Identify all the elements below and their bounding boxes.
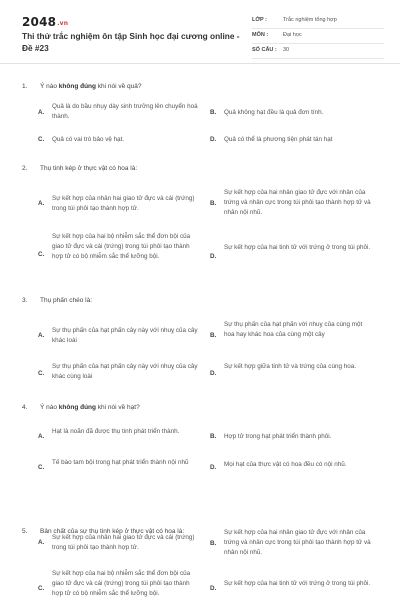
option-a[interactable] bbox=[38, 320, 218, 350]
option-text: Sự kết hợp của hai nhân giao tử đực với nhân của trứng và nhân cực trong túi phôi tạo thành hợp tử và nhân nội nhũ. bbox=[224, 189, 371, 216]
option-label: C. bbox=[38, 464, 45, 471]
question-number: 3. bbox=[22, 297, 28, 304]
option-label: C. bbox=[38, 251, 45, 258]
option-label: D. bbox=[210, 136, 217, 143]
option-text: Quả không hạt đều là quả đơn tính. bbox=[224, 109, 324, 116]
site-logo[interactable] bbox=[22, 15, 68, 29]
question-number: 4. bbox=[22, 404, 28, 411]
option-a[interactable] bbox=[38, 188, 218, 218]
option-text: Sự kết hợp của hai nhân giao tử đực với nhân của trứng và nhân cực trong túi phôi tạo thành hợp tử và nhân nội nhũ. bbox=[224, 529, 371, 556]
question-3 bbox=[22, 296, 382, 392]
option-b[interactable] bbox=[210, 102, 390, 124]
option-b[interactable] bbox=[210, 527, 382, 556]
option-text: Hợp tử trong hạt phát triển thành phôi. bbox=[224, 433, 332, 440]
option-a[interactable] bbox=[38, 102, 218, 124]
option-c[interactable] bbox=[38, 232, 218, 274]
question-4 bbox=[22, 403, 382, 493]
option-text: Sự kết hợp của hai bộ nhiễm sắc thể đơn bội của giao tử đực và cái (trứng) trong túi phôi tạo thành hợp tử có bộ nhiễm sắc thể lưỡng bội. bbox=[52, 233, 191, 260]
option-text: Hạt là noãn đã được thụ tinh phát triển thành. bbox=[52, 428, 180, 435]
option-b[interactable] bbox=[210, 425, 390, 447]
question-text bbox=[40, 403, 140, 413]
question-stem bbox=[22, 403, 382, 415]
meta-key: SỐ CÂU : bbox=[252, 47, 277, 53]
option-d[interactable] bbox=[210, 362, 390, 384]
option-label: D. bbox=[210, 464, 217, 471]
question-text-part: khi nói về hạt? bbox=[95, 404, 140, 411]
option-d[interactable] bbox=[210, 134, 390, 146]
question-text bbox=[40, 82, 142, 92]
option-a[interactable] bbox=[38, 531, 218, 561]
logo-suffix: .vn bbox=[57, 20, 69, 27]
question-text-part: Ý nào bbox=[40, 83, 59, 90]
question-text: Thụ phấn chéo là: bbox=[40, 297, 93, 304]
option-label: B. bbox=[210, 200, 217, 207]
option-label: B. bbox=[210, 540, 217, 547]
question-stem bbox=[22, 164, 382, 176]
option-a[interactable] bbox=[38, 425, 218, 447]
option-c[interactable] bbox=[38, 569, 218, 600]
option-label: A. bbox=[38, 200, 45, 207]
meta-value: Đại học bbox=[283, 32, 302, 38]
page-header bbox=[0, 0, 400, 64]
option-text: Quả có thể là phương tiện phát tán hạt bbox=[224, 136, 333, 143]
option-b[interactable] bbox=[210, 320, 390, 350]
option-text: Sự kết hợp của nhân hai giao tử đực và cái (trứng) trong túi phôi tạo thành hợp tử. bbox=[52, 195, 195, 212]
option-d[interactable] bbox=[210, 458, 390, 480]
option-d[interactable] bbox=[210, 569, 382, 600]
option-text: Sự kết hợp giữa tinh tử và trứng của cùng hoa. bbox=[224, 363, 356, 370]
question-5 bbox=[22, 527, 382, 600]
question-number: 1. bbox=[22, 83, 28, 90]
option-text: Sự thụ phấn của hạt phấn với nhuỵ của cùng một hoa hay khác hoa của cùng một cây bbox=[224, 321, 363, 338]
question-number: 2. bbox=[22, 165, 28, 172]
option-d[interactable] bbox=[210, 232, 390, 274]
option-text: Mọi hạt của thực vật có hoa đều có nội nhũ. bbox=[224, 461, 347, 468]
question-stem bbox=[22, 296, 382, 308]
meta-key: MÔN : bbox=[252, 32, 269, 38]
meta-value: 30 bbox=[283, 47, 290, 53]
option-text: Sự kết hợp của hai bộ nhiễm sắc thể đơn bội của giao tử đực và cái (trứng) trong túi phôi tạo thành hợp tử có bộ nhiễm sắc thể lưỡng bội. bbox=[52, 570, 191, 597]
option-text: Quả có vai trò bảo vệ hạt. bbox=[52, 136, 125, 143]
option-text: Sự thụ phấn của hạt phấn cây này với nhuỵ của cây khác loài bbox=[52, 327, 198, 344]
question-text-part: khi nói về quả? bbox=[95, 83, 142, 90]
question-text-part: Ý nào bbox=[40, 404, 59, 411]
meta-key: LỚP : bbox=[252, 17, 267, 23]
option-text: Sự kết hợp của nhân hai giao tử đực và cái (trứng) trong túi phôi tạo thành hợp tử. bbox=[52, 534, 195, 551]
option-text: Sự kết hợp của hai tinh tử với trứng ở trong túi phôi. bbox=[224, 580, 371, 587]
option-c[interactable] bbox=[38, 134, 218, 146]
option-label: D. bbox=[210, 585, 217, 592]
option-label: A. bbox=[38, 433, 45, 440]
option-label: B. bbox=[210, 109, 217, 116]
option-label: C. bbox=[38, 585, 45, 592]
logo-text: 2048 bbox=[22, 15, 57, 29]
option-label: B. bbox=[210, 433, 217, 440]
option-c[interactable] bbox=[38, 362, 218, 384]
question-number: 5. bbox=[22, 528, 28, 535]
option-text: Sự kết hợp của hai tinh tử với trứng ở trong túi phôi. bbox=[224, 244, 371, 251]
page-title: Thi thử trắc nghiệm ôn tập Sinh học đại cương online - Đề #23 bbox=[22, 31, 240, 53]
meta-row-count bbox=[252, 44, 384, 59]
question-text: Thụ tinh kép ở thực vật có hoa là: bbox=[40, 165, 138, 172]
option-b[interactable] bbox=[210, 188, 390, 218]
question-text-emphasis: không đúng bbox=[58, 83, 96, 90]
option-label: A. bbox=[38, 332, 45, 339]
question-text-emphasis: không đúng bbox=[58, 404, 96, 411]
option-text: Sự thụ phấn của hạt phấn cây này với nhuỵ của cây khác cùng loài bbox=[52, 363, 198, 380]
question-stem bbox=[22, 82, 382, 94]
meta-row-subject bbox=[252, 29, 384, 44]
option-label: C. bbox=[38, 370, 45, 377]
exam-meta bbox=[252, 14, 384, 59]
option-text: Tế bào tam bội trong hạt phát triển thành nội nhũ bbox=[52, 459, 189, 466]
option-text: Quả là do bầu nhụy dày sinh trưởng lên chuyển hoá thành. bbox=[52, 103, 198, 120]
question-text: Bản chất của sự thụ tinh kép ở thực vật có hoa là: bbox=[40, 528, 185, 535]
meta-row-class bbox=[252, 14, 384, 29]
option-label: C. bbox=[38, 136, 45, 143]
option-label: B. bbox=[210, 332, 217, 339]
option-c[interactable] bbox=[38, 458, 218, 480]
question-2 bbox=[22, 164, 382, 284]
option-label: A. bbox=[38, 109, 45, 116]
option-label: D. bbox=[210, 370, 217, 377]
meta-value: Trắc nghiệm tổng hợp bbox=[283, 17, 337, 23]
option-label: A. bbox=[38, 539, 45, 546]
option-label: D. bbox=[210, 253, 217, 260]
question-1 bbox=[22, 82, 382, 152]
